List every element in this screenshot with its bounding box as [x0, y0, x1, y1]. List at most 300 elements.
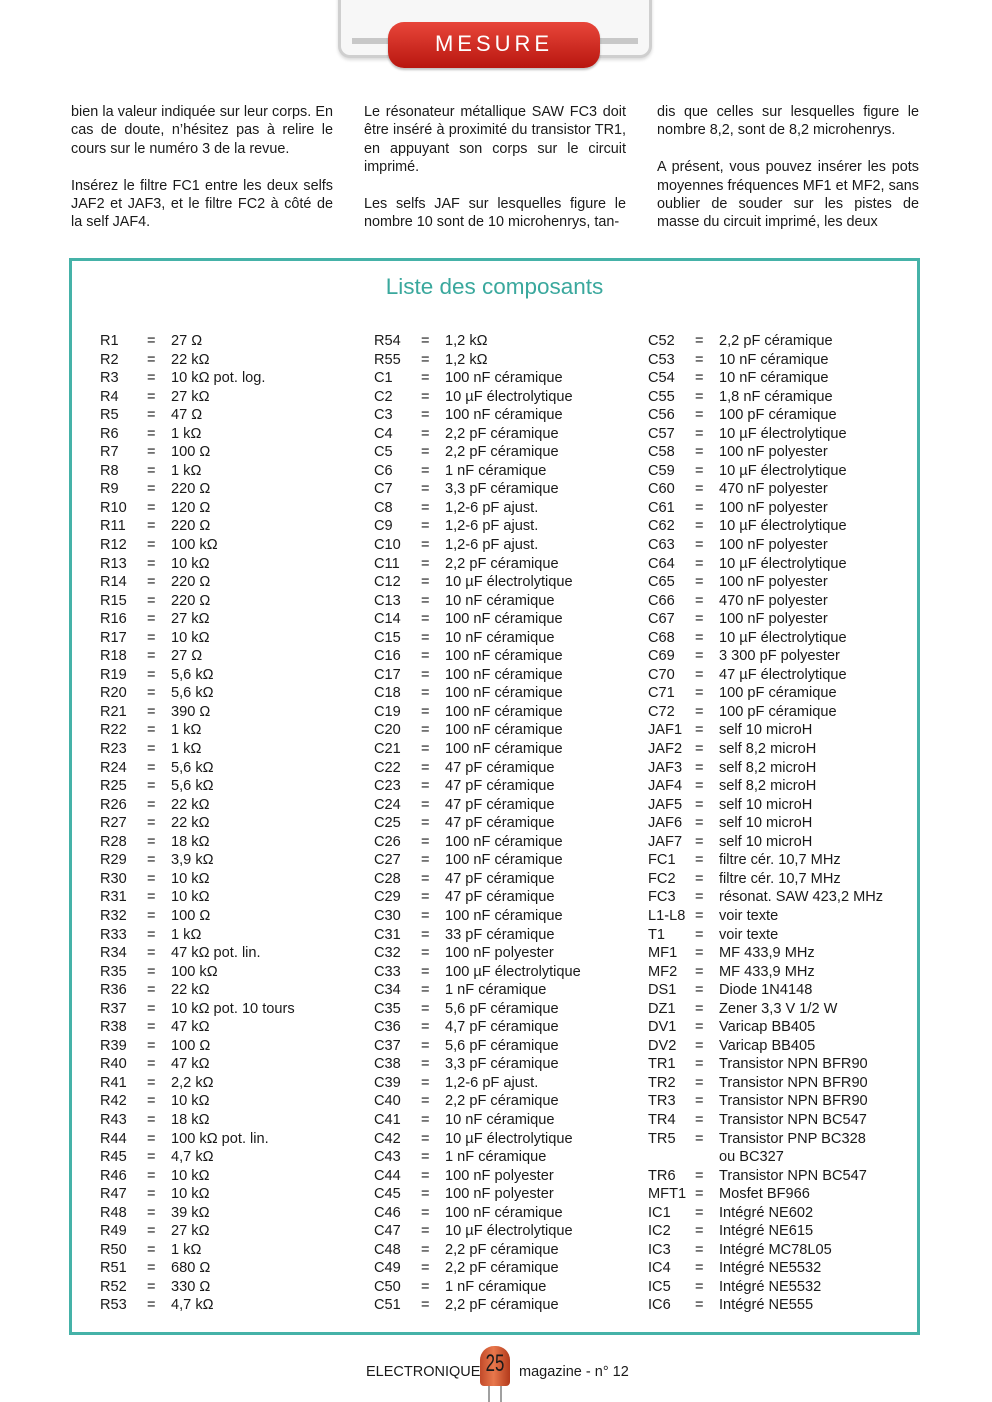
component-value: Transistor NPN BC547: [719, 1167, 867, 1184]
equals-sign: =: [421, 1260, 430, 1277]
equals-sign: =: [695, 722, 704, 739]
component-value: 1,2-6 pF ajust.: [445, 537, 539, 554]
equals-sign: =: [421, 555, 430, 572]
component-value: 10 µF électrolytique: [445, 1223, 573, 1240]
equals-sign: =: [147, 963, 156, 980]
component-ref: R51: [100, 1260, 127, 1277]
component-ref: C60: [648, 481, 675, 498]
component-value: Intégré NE615: [719, 1223, 814, 1240]
component-ref: C14: [374, 611, 401, 628]
component-ref: C23: [374, 778, 401, 795]
component-row: [100, 369, 295, 388]
component-row: [100, 1130, 295, 1149]
component-value: 27 kΩ: [171, 611, 210, 628]
component-ref: C11: [374, 555, 400, 572]
component-value: 47 pF céramique: [445, 815, 555, 832]
component-row: [100, 573, 295, 592]
component-value: Mosfet BF966: [719, 1186, 810, 1203]
equals-sign: =: [147, 370, 156, 387]
component-value: 2,2 pF céramique: [445, 444, 559, 461]
component-ref: R38: [100, 1019, 127, 1036]
component-value: 2,2 pF céramique: [445, 1297, 559, 1314]
component-ref: R35: [100, 963, 127, 980]
component-value: 100 pF céramique: [719, 407, 837, 424]
component-value: 1,2-6 pF ajust.: [445, 499, 539, 516]
equals-sign: =: [147, 407, 156, 424]
equals-sign: =: [695, 1241, 704, 1258]
component-ref: C49: [374, 1260, 401, 1277]
component-row: [648, 351, 883, 370]
equals-sign: =: [147, 333, 156, 349]
component-value: 100 nF céramique: [445, 741, 563, 758]
component-ref: C7: [374, 481, 393, 498]
equals-sign: =: [421, 462, 430, 479]
component-value: Intégré MC78L05: [719, 1241, 832, 1258]
equals-sign: =: [695, 852, 704, 869]
component-row: [374, 443, 581, 462]
component-row: [100, 443, 295, 462]
component-value: 100 kΩ pot. lin.: [171, 1130, 269, 1147]
equals-sign: =: [421, 1278, 430, 1295]
component-row: [374, 963, 581, 982]
component-row: [648, 1185, 883, 1204]
equals-sign: =: [147, 481, 156, 498]
component-row: [648, 1092, 883, 1111]
component-ref: R10: [100, 499, 127, 516]
component-value: 100 nF céramique: [445, 666, 563, 683]
component-row: [100, 1037, 295, 1056]
component-row: [648, 555, 883, 574]
equals-sign: =: [421, 796, 430, 813]
component-value: 100 µF électrolytique: [445, 963, 581, 980]
equals-sign: =: [695, 370, 704, 387]
equals-sign: =: [421, 1130, 430, 1147]
component-row: [100, 1055, 295, 1074]
component-ref: C10: [374, 537, 401, 554]
component-ref: C34: [374, 982, 401, 999]
equals-sign: =: [695, 444, 704, 461]
equals-sign: =: [695, 741, 704, 758]
footer-magazine-name: ELECTRONIQUE: [366, 1364, 481, 1380]
component-value: 10 kΩ: [171, 889, 210, 906]
component-row: [648, 963, 883, 982]
component-ref: IC6: [648, 1297, 671, 1314]
equals-sign: =: [695, 1167, 704, 1184]
component-row: [648, 1111, 883, 1130]
equals-sign: =: [695, 462, 704, 479]
component-row: [100, 1204, 295, 1223]
paragraph: A présent, vous pouvez insérer les pots moyennes fréquences MF1 et MF2, sans oublier de souder sur les pistes de masse du circuit imprimé, les deux: [657, 159, 919, 231]
equals-sign: =: [695, 889, 704, 906]
component-row: [648, 1037, 883, 1056]
component-ref: C2: [374, 388, 393, 405]
component-ref: MF1: [648, 945, 678, 962]
component-ref: R1: [100, 333, 119, 349]
component-value: 10 kΩ: [171, 1167, 210, 1184]
component-row: [648, 592, 883, 611]
component-ref: R31: [100, 889, 127, 906]
component-value: 27 kΩ: [171, 1223, 210, 1240]
component-row: [648, 573, 883, 592]
component-ref: TR6: [648, 1167, 676, 1184]
component-value: 100 nF polyester: [719, 574, 828, 591]
component-ref: C25: [374, 815, 401, 832]
equals-sign: =: [695, 537, 704, 554]
equals-sign: =: [421, 1074, 430, 1091]
component-row: [374, 536, 581, 555]
component-row: [374, 1296, 581, 1315]
equals-sign: =: [695, 629, 704, 646]
led-leg: [500, 1386, 502, 1402]
equals-sign: =: [147, 537, 156, 554]
component-row: [374, 1278, 581, 1297]
component-row: [100, 666, 295, 685]
component-ref: JAF6: [648, 815, 683, 832]
equals-sign: =: [695, 982, 704, 999]
component-ref: R9: [100, 481, 119, 498]
component-row: [374, 1148, 581, 1167]
component-value: 100 nF polyester: [719, 499, 828, 516]
component-row: [648, 1278, 883, 1297]
component-row: [648, 684, 883, 703]
component-row: [648, 1167, 883, 1186]
component-value: 120 Ω: [171, 499, 211, 516]
component-ref: C46: [374, 1204, 401, 1221]
resistor-lead-right: [596, 38, 638, 44]
component-ref: R12: [100, 537, 127, 554]
component-value: 47 pF céramique: [445, 759, 555, 776]
component-value: 100 nF céramique: [445, 907, 563, 924]
component-value: 100 nF céramique: [445, 685, 563, 702]
equals-sign: =: [695, 407, 704, 424]
component-row: [374, 833, 581, 852]
equals-sign: =: [421, 425, 430, 442]
component-value: 1 kΩ: [171, 926, 202, 943]
component-ref: JAF2: [648, 741, 683, 758]
component-row: [374, 1000, 581, 1019]
component-ref: C67: [648, 611, 675, 628]
component-ref: C68: [648, 629, 675, 646]
component-row: [648, 517, 883, 536]
component-ref: C16: [374, 648, 401, 665]
equals-sign: =: [421, 870, 430, 887]
component-value: 22 kΩ: [171, 351, 210, 368]
equals-sign: =: [147, 703, 156, 720]
equals-sign: =: [421, 648, 430, 665]
component-ref: R34: [100, 945, 127, 962]
component-value: 100 nF céramique: [445, 370, 563, 387]
component-row: [374, 870, 581, 889]
component-row: [374, 796, 581, 815]
component-value: 2,2 pF céramique: [445, 1260, 559, 1277]
component-value: 100 nF polyester: [445, 1186, 554, 1203]
equals-sign: =: [421, 1019, 430, 1036]
component-row: [374, 1204, 581, 1223]
component-row: [374, 332, 581, 351]
equals-sign: =: [695, 611, 704, 628]
component-row: [648, 981, 883, 1000]
component-row: [648, 462, 883, 481]
component-row: [374, 351, 581, 370]
equals-sign: =: [147, 388, 156, 405]
component-value: 4,7 pF céramique: [445, 1019, 559, 1036]
component-row: [374, 406, 581, 425]
component-value: 47 pF céramique: [445, 778, 555, 795]
component-value: Transistor NPN BFR90: [719, 1056, 868, 1073]
equals-sign: =: [421, 574, 430, 591]
component-value: 5,6 pF céramique: [445, 1000, 559, 1017]
equals-sign: =: [695, 1019, 704, 1036]
component-value: 100 kΩ: [171, 537, 218, 554]
component-row: [100, 462, 295, 481]
component-row: [100, 684, 295, 703]
component-row: [374, 777, 581, 796]
component-value: 4,7 kΩ: [171, 1149, 214, 1166]
component-ref: R42: [100, 1093, 127, 1110]
component-row: [648, 425, 883, 444]
equals-sign: =: [421, 407, 430, 424]
component-value: Varicap BB405: [719, 1037, 816, 1054]
equals-sign: =: [147, 555, 156, 572]
component-row: [100, 1148, 295, 1167]
equals-sign: =: [147, 796, 156, 813]
component-row: [374, 610, 581, 629]
component-row: [100, 1278, 295, 1297]
component-value: 100 nF céramique: [445, 611, 563, 628]
component-row: [374, 462, 581, 481]
component-ref: R27: [100, 815, 127, 832]
component-ref: FC3: [648, 889, 676, 906]
component-value: 1 kΩ: [171, 425, 202, 442]
component-row: [648, 443, 883, 462]
equals-sign: =: [695, 333, 704, 349]
component-ref: TR5: [648, 1130, 676, 1147]
component-row: [100, 499, 295, 518]
equals-sign: =: [147, 425, 156, 442]
equals-sign: =: [695, 666, 704, 683]
component-row: [648, 1296, 883, 1315]
component-ref: R3: [100, 370, 119, 387]
component-ref: C40: [374, 1093, 401, 1110]
component-row: [648, 1241, 883, 1260]
component-value: 10 nF céramique: [719, 351, 829, 368]
equals-sign: =: [695, 703, 704, 720]
equals-sign: =: [421, 1093, 430, 1110]
component-value: 2,2 pF céramique: [719, 333, 833, 349]
equals-sign: =: [695, 1186, 704, 1203]
equals-sign: =: [421, 592, 430, 609]
equals-sign: =: [421, 1241, 430, 1258]
component-row: [100, 388, 295, 407]
equals-sign: =: [421, 703, 430, 720]
component-value: 22 kΩ: [171, 815, 210, 832]
component-ref: C72: [648, 703, 675, 720]
equals-sign: =: [421, 889, 430, 906]
component-row: [100, 1222, 295, 1241]
component-value: 10 kΩ pot. log.: [171, 370, 266, 387]
component-ref: JAF3: [648, 759, 683, 776]
component-ref: TR2: [648, 1074, 676, 1091]
equals-sign: =: [147, 1074, 156, 1091]
component-row: [648, 796, 883, 815]
component-value: Transistor NPN BFR90: [719, 1093, 868, 1110]
component-ref: L1-L8: [648, 907, 686, 924]
component-ref: R22: [100, 722, 127, 739]
component-ref: C63: [648, 537, 675, 554]
component-value: 4,7 kΩ: [171, 1297, 214, 1314]
component-ref: JAF5: [648, 796, 683, 813]
paragraph: dis que celles sur lesquelles figure le nombre 8,2, sont de 8,2 microhenrys.: [657, 104, 919, 139]
component-ref: C37: [374, 1037, 401, 1054]
equals-sign: =: [695, 778, 704, 795]
component-value: 3 300 pF polyester: [719, 648, 840, 665]
component-row: [648, 332, 883, 351]
equals-sign: =: [147, 666, 156, 683]
component-ref: R37: [100, 1000, 127, 1017]
component-row: [648, 499, 883, 518]
components-title: Liste des composants: [385, 274, 604, 299]
component-ref: C27: [374, 852, 401, 869]
equals-sign: =: [147, 1000, 156, 1017]
equals-sign: =: [421, 759, 430, 776]
component-ref: R52: [100, 1278, 127, 1295]
component-row: [374, 499, 581, 518]
component-ref: R55: [374, 351, 401, 368]
component-ref: R13: [100, 555, 127, 572]
component-ref: C48: [374, 1241, 401, 1258]
component-ref: C64: [648, 555, 675, 572]
equals-sign: =: [695, 796, 704, 813]
component-value: 27 Ω: [171, 333, 203, 349]
component-value: 5,6 kΩ: [171, 666, 214, 683]
component-ref: C44: [374, 1167, 401, 1184]
component-value: 10 nF céramique: [445, 1111, 555, 1128]
component-row: [374, 517, 581, 536]
component-row: [100, 351, 295, 370]
component-ref: C24: [374, 796, 401, 813]
component-value: 680 Ω: [171, 1260, 211, 1277]
component-row: [100, 425, 295, 444]
equals-sign: =: [421, 388, 430, 405]
component-row: [100, 536, 295, 555]
equals-sign: =: [695, 1056, 704, 1073]
component-value: 47 µF électrolytique: [719, 666, 847, 683]
equals-sign: =: [147, 759, 156, 776]
equals-sign: =: [695, 907, 704, 924]
component-ref: C19: [374, 703, 401, 720]
component-value: 22 kΩ: [171, 982, 210, 999]
equals-sign: =: [695, 1000, 704, 1017]
component-ref: C29: [374, 889, 401, 906]
equals-sign: =: [147, 907, 156, 924]
component-ref: C35: [374, 1000, 401, 1017]
component-ref: R14: [100, 574, 127, 591]
component-ref: C9: [374, 518, 393, 535]
component-row: [648, 1000, 883, 1019]
component-row: [648, 629, 883, 648]
equals-sign: =: [147, 1037, 156, 1054]
component-ref: C47: [374, 1223, 401, 1240]
component-ref: R39: [100, 1037, 127, 1054]
component-ref: DZ1: [648, 1000, 676, 1017]
component-row: [648, 536, 883, 555]
component-value: self 10 microH: [719, 796, 813, 813]
component-ref: C22: [374, 759, 401, 776]
component-ref: C8: [374, 499, 393, 516]
component-ref: R21: [100, 703, 127, 720]
equals-sign: =: [147, 1130, 156, 1147]
component-value: Diode 1N4148: [719, 982, 813, 999]
component-row: [100, 480, 295, 499]
component-ref: C36: [374, 1019, 401, 1036]
component-value: Transistor NPN BC547: [719, 1111, 867, 1128]
component-value: 10 nF céramique: [445, 629, 555, 646]
component-ref: C5: [374, 444, 393, 461]
component-row: [100, 1259, 295, 1278]
component-ref: DV1: [648, 1019, 677, 1036]
equals-sign: =: [695, 1297, 704, 1314]
component-row: [648, 777, 883, 796]
equals-sign: =: [695, 1130, 704, 1147]
component-value: Intégré NE5532: [719, 1260, 822, 1277]
component-row: [100, 851, 295, 870]
component-ref: C54: [648, 370, 675, 387]
equals-sign: =: [695, 1037, 704, 1054]
component-ref: C20: [374, 722, 401, 739]
component-ref: JAF7: [648, 833, 683, 850]
component-value: 10 µF électrolytique: [719, 462, 847, 479]
component-value: 470 nF polyester: [719, 481, 828, 498]
equals-sign: =: [147, 444, 156, 461]
component-value: voir texte: [719, 907, 779, 924]
component-value: 47 kΩ pot. lin.: [171, 945, 261, 962]
equals-sign: =: [695, 1074, 704, 1091]
component-row: [648, 833, 883, 852]
component-row: [374, 703, 581, 722]
equals-sign: =: [147, 1297, 156, 1314]
component-ref: R16: [100, 611, 127, 628]
component-row: [374, 1130, 581, 1149]
component-row: [374, 684, 581, 703]
component-row: [648, 1018, 883, 1037]
component-value: 1 nF céramique: [445, 1278, 547, 1295]
component-value: 100 nF céramique: [445, 703, 563, 720]
equals-sign: =: [695, 574, 704, 591]
equals-sign: =: [147, 499, 156, 516]
component-ref: C62: [648, 518, 675, 535]
component-value: 1,2 kΩ: [445, 333, 488, 349]
equals-sign: =: [421, 982, 430, 999]
components-column-3: [648, 332, 883, 1315]
component-value: 100 Ω: [171, 1037, 211, 1054]
component-row: [100, 555, 295, 574]
equals-sign: =: [695, 425, 704, 442]
component-value: filtre cér. 10,7 MHz: [719, 870, 841, 887]
equals-sign: =: [695, 945, 704, 962]
component-row: [648, 610, 883, 629]
component-ref: MF2: [648, 963, 678, 980]
equals-sign: =: [695, 351, 704, 368]
component-row: [100, 963, 295, 982]
component-value: 2,2 kΩ: [171, 1074, 214, 1091]
equals-sign: =: [421, 1111, 430, 1128]
component-value: 100 nF céramique: [445, 648, 563, 665]
component-value: 2,2 pF céramique: [445, 555, 559, 572]
component-value: 47 kΩ: [171, 1019, 210, 1036]
equals-sign: =: [421, 499, 430, 516]
component-ref: R41: [100, 1074, 127, 1091]
equals-sign: =: [695, 759, 704, 776]
